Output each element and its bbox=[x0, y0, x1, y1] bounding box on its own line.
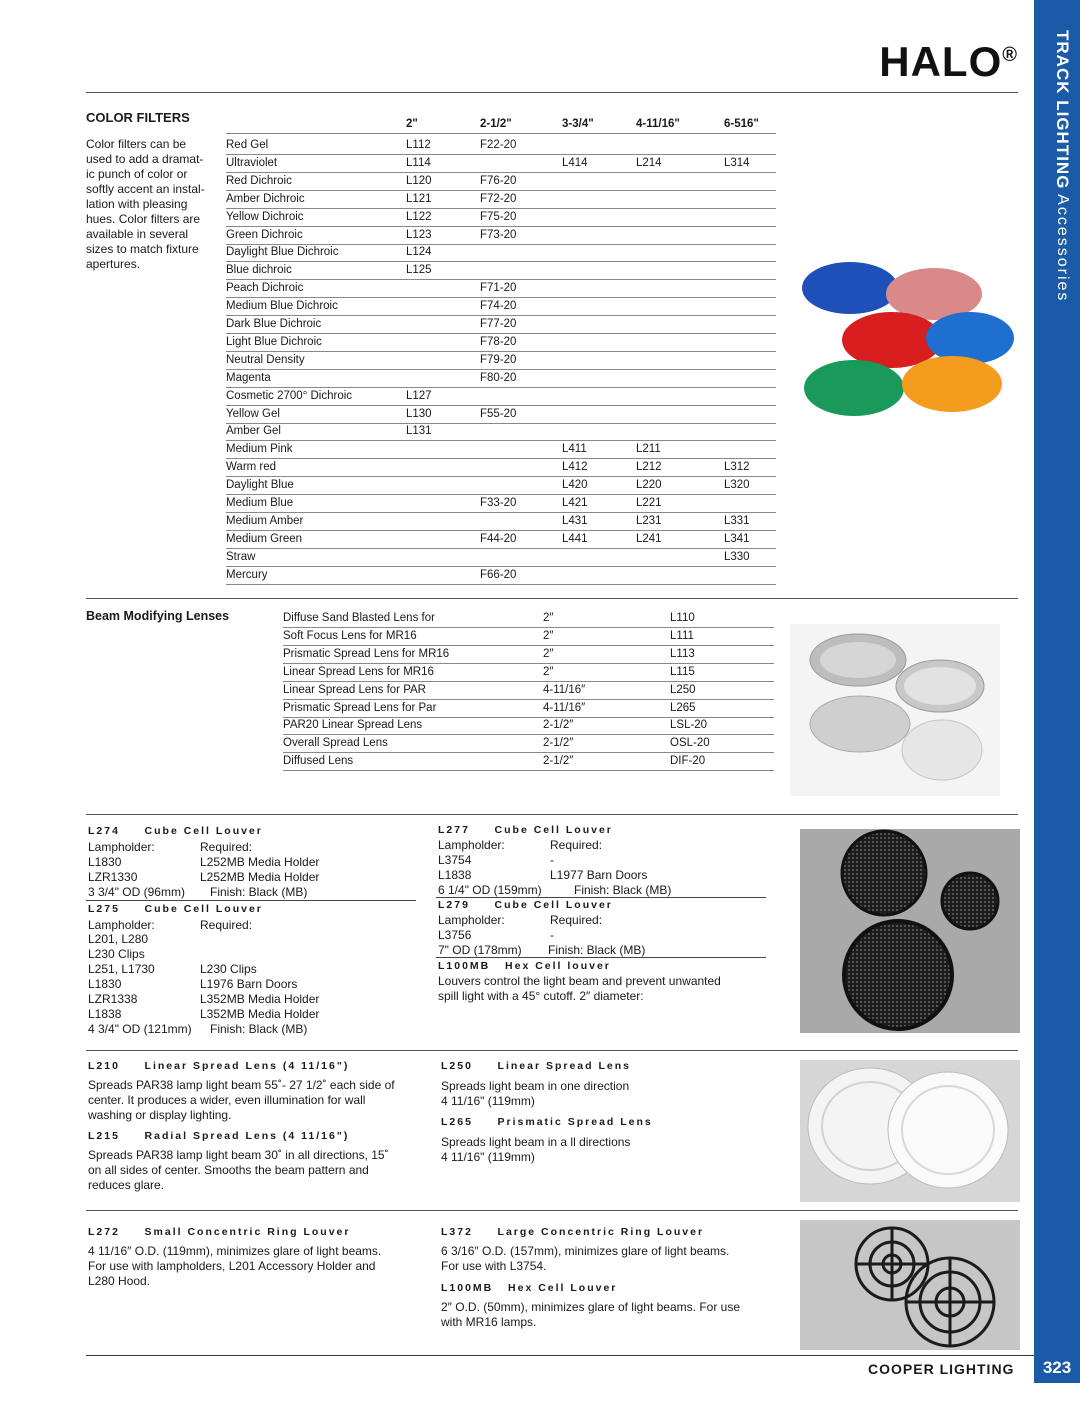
filter-name: Ultraviolet bbox=[226, 156, 278, 169]
swatch-green bbox=[804, 360, 904, 416]
description-line: ic punch of color or bbox=[86, 167, 188, 181]
l279-required-label: Required: bbox=[550, 913, 603, 927]
filter-code: F76-20 bbox=[480, 174, 517, 187]
table-row bbox=[226, 190, 776, 209]
lens-name: Prismatic Spread Lens for MR16 bbox=[283, 647, 450, 660]
l272-heading: L272 Small Concentric Ring Louver bbox=[88, 1226, 351, 1238]
table-row bbox=[226, 297, 776, 316]
header-rule bbox=[86, 92, 1018, 93]
l215-text-1: Spreads PAR38 lamp light beam 30˚ in all directions, 15˚ bbox=[88, 1148, 389, 1162]
description-line: available in several bbox=[86, 227, 189, 241]
l100mb-ring-text-2: with MR16 lamps. bbox=[441, 1315, 537, 1329]
lens-size: 2″ bbox=[543, 629, 554, 642]
brand-logo bbox=[879, 38, 1018, 86]
filter-name: Neutral Density bbox=[226, 353, 305, 366]
table-row bbox=[226, 566, 776, 585]
l372-text-2: For use with L3754. bbox=[441, 1259, 547, 1273]
required-value: L352MB Media Holder bbox=[200, 1007, 320, 1021]
filter-name: Medium Blue bbox=[226, 497, 294, 509]
l250-text-1: Spreads light beam in one direction bbox=[441, 1079, 630, 1093]
table-header-row bbox=[226, 115, 776, 134]
filter-code: L314 bbox=[724, 156, 750, 169]
l210-heading: L210 Linear Spread Lens (4 11/16") bbox=[88, 1060, 350, 1072]
table-row bbox=[226, 387, 776, 406]
l274-od: 3 3/4" OD (96mm) bbox=[88, 885, 185, 899]
filter-code: L231 bbox=[636, 514, 662, 527]
filter-name: Amber Gel bbox=[226, 425, 281, 438]
lampholder-value: L3756 bbox=[438, 928, 472, 942]
table-row bbox=[226, 261, 776, 280]
l210-text-1: Spreads PAR38 lamp light beam 55˚- 27 1/2˚ each side of bbox=[88, 1078, 395, 1092]
filter-code: F80-20 bbox=[480, 371, 517, 384]
filter-code: L120 bbox=[406, 174, 432, 187]
l272-text-3: L280 Hood. bbox=[88, 1274, 151, 1288]
filter-code: L341 bbox=[724, 532, 750, 545]
required-value: L252MB Media Holder bbox=[200, 870, 320, 884]
description-line: softly accent an instal- bbox=[86, 182, 205, 196]
filter-code: F75-20 bbox=[480, 210, 517, 223]
filter-code: F77-20 bbox=[480, 318, 517, 330]
swatch-blue bbox=[802, 262, 898, 314]
brand-name: HALO bbox=[879, 38, 1003, 85]
required-value: - bbox=[550, 928, 554, 942]
lens-code: L113 bbox=[670, 647, 695, 660]
column-header: 4-11/16" bbox=[636, 118, 680, 130]
l275-required-label: Required: bbox=[200, 918, 253, 932]
filter-code: L414 bbox=[562, 156, 588, 169]
l277-required-label: Required: bbox=[550, 838, 603, 852]
table-row bbox=[226, 172, 776, 191]
filter-code: L411 bbox=[562, 443, 587, 456]
filter-name: Cosmetic 2700° Dichroic bbox=[226, 389, 353, 402]
l215-text-3: reduces glare. bbox=[88, 1178, 165, 1192]
l100mb-text-2: spill light with a 45° cutoff. 2″ diameter: bbox=[438, 989, 644, 1003]
lenses-photo bbox=[790, 624, 1000, 796]
lampholder-value: L3754 bbox=[438, 853, 472, 867]
filter-code: L421 bbox=[562, 497, 588, 509]
required-value: L252MB Media Holder bbox=[200, 855, 320, 869]
lens-row bbox=[283, 681, 774, 700]
l372-heading: L372 Large Concentric Ring Louver bbox=[441, 1226, 705, 1238]
table-row bbox=[226, 333, 776, 352]
l275-od: 4 3/4" OD (121mm) bbox=[88, 1022, 192, 1036]
filter-code: L312 bbox=[724, 461, 750, 474]
table-row bbox=[226, 422, 776, 441]
lens-code: L265 bbox=[670, 701, 696, 714]
lens-code: DIF-20 bbox=[670, 755, 706, 768]
l372-text-1: 6 3/16″ O.D. (157mm), minimizes glare of light beams. bbox=[441, 1244, 730, 1258]
lens-name: Overall Spread Lens bbox=[283, 737, 388, 750]
table-row bbox=[226, 226, 776, 245]
filter-code: L420 bbox=[562, 479, 588, 492]
lens-row bbox=[283, 716, 774, 735]
filter-code: F22-20 bbox=[480, 139, 517, 151]
filter-name: Medium Blue Dichroic bbox=[226, 300, 338, 313]
lens-row bbox=[283, 627, 774, 646]
filter-code: F73-20 bbox=[480, 228, 517, 241]
swatch-amber bbox=[902, 356, 1002, 412]
filter-code: L441 bbox=[562, 532, 588, 545]
l277-finish: Finish: Black (MB) bbox=[574, 883, 672, 897]
filter-code: L125 bbox=[406, 264, 432, 277]
footer-rule bbox=[86, 1355, 1034, 1356]
filter-name: Mercury bbox=[226, 568, 268, 581]
lens-size: 2″ bbox=[543, 665, 554, 678]
lens-size: 4-11/16″ bbox=[543, 683, 586, 696]
section-rule-3 bbox=[86, 1050, 1018, 1051]
required-value: L230 Clips bbox=[200, 962, 257, 976]
lampholder-value: L251, L1730 bbox=[88, 962, 155, 976]
l265-heading: L265 Prismatic Spread Lens bbox=[441, 1116, 653, 1128]
spread-lenses-photo bbox=[800, 1060, 1020, 1202]
filter-code: L123 bbox=[406, 228, 432, 241]
l100mb-heading: L100MB Hex Cell louver bbox=[438, 960, 611, 972]
l250-heading: L250 Linear Spread Lens bbox=[441, 1060, 631, 1072]
lens-row bbox=[283, 663, 774, 682]
filter-code: F79-20 bbox=[480, 353, 517, 366]
description-line: lation with pleasing bbox=[86, 197, 188, 211]
table-row bbox=[226, 512, 776, 531]
l279-finish: Finish: Black (MB) bbox=[548, 943, 646, 957]
filter-code: F44-20 bbox=[480, 532, 517, 545]
beam-lenses-heading: Beam Modifying Lenses bbox=[86, 609, 230, 623]
l275-heading: L275 Cube Cell Louver bbox=[88, 903, 263, 915]
lens-code: L111 bbox=[670, 629, 694, 642]
table-row bbox=[226, 494, 776, 513]
l275-lampholder-label: Lampholder: bbox=[88, 918, 155, 932]
description-line: Color filters can be bbox=[86, 137, 187, 151]
lens-size: 2-1/2″ bbox=[543, 737, 574, 750]
column-header: 2" bbox=[406, 118, 418, 130]
lens-row bbox=[283, 734, 774, 753]
filter-code: L220 bbox=[636, 479, 662, 492]
lens-code: L250 bbox=[670, 683, 696, 696]
l100mb-ring-text-1: 2″ O.D. (50mm), minimizes glare of light beams. For use bbox=[441, 1300, 741, 1314]
section-rule-4 bbox=[86, 1210, 1018, 1211]
l274-lampholder-label: Lampholder: bbox=[88, 840, 155, 854]
color-filter-swatches bbox=[792, 258, 1024, 458]
filter-code: L114 bbox=[406, 156, 431, 169]
table-row bbox=[226, 154, 776, 173]
l274-finish: Finish: Black (MB) bbox=[210, 885, 308, 899]
l274-heading: L274 Cube Cell Louver bbox=[88, 825, 263, 837]
table-row bbox=[226, 476, 776, 495]
column-header: 2-1/2" bbox=[480, 118, 512, 130]
table-row bbox=[226, 208, 776, 227]
required-value: L1977 Barn Doors bbox=[550, 868, 648, 882]
l277-rule bbox=[436, 897, 766, 898]
filter-code: L124 bbox=[406, 246, 432, 259]
filter-code: L112 bbox=[406, 139, 431, 151]
ring-louvers-photo bbox=[800, 1220, 1020, 1350]
lens-size: 2-1/2″ bbox=[543, 719, 574, 732]
filter-code: F74-20 bbox=[480, 300, 517, 313]
l272-text-2: For use with lampholders, L201 Accessory Holder and bbox=[88, 1259, 376, 1273]
filter-code: L330 bbox=[724, 550, 750, 563]
filter-code: L131 bbox=[406, 425, 432, 438]
lampholder-value: L1830 bbox=[88, 855, 122, 869]
sidebar-title bbox=[1052, 30, 1072, 302]
l272-text-1: 4 11/16″ O.D. (119mm), minimizes glare of light beams. bbox=[88, 1244, 382, 1258]
filter-code: L331 bbox=[724, 514, 750, 527]
section-rule-2 bbox=[86, 814, 1018, 815]
filter-name: Daylight Blue Dichroic bbox=[226, 246, 339, 259]
lens-name: Prismatic Spread Lens for Par bbox=[283, 701, 437, 714]
filter-code: F66-20 bbox=[480, 568, 517, 581]
filter-code: L320 bbox=[724, 479, 750, 492]
filter-code: L121 bbox=[406, 192, 432, 205]
l265-text-2: 4 11/16" (119mm) bbox=[441, 1150, 535, 1164]
filter-name: Dark Blue Dichroic bbox=[226, 318, 322, 330]
filter-name: Amber Dichroic bbox=[226, 192, 305, 205]
filter-code: L211 bbox=[636, 443, 661, 456]
section-rule-1 bbox=[86, 598, 1018, 599]
required-value: L1976 Barn Doors bbox=[200, 977, 298, 991]
description-line: used to add a dramat- bbox=[86, 152, 204, 166]
lampholder-value: L1838 bbox=[88, 1007, 122, 1021]
swatch-light-blue bbox=[926, 312, 1014, 364]
l277-lampholder-label: Lampholder: bbox=[438, 838, 505, 852]
filter-name: Peach Dichroic bbox=[226, 282, 304, 295]
filter-name: Medium Amber bbox=[226, 514, 304, 527]
lens-code: L110 bbox=[670, 612, 695, 624]
lampholder-value: LZR1330 bbox=[88, 870, 138, 884]
table-row bbox=[226, 458, 776, 477]
page-number: 323 bbox=[1034, 1353, 1080, 1383]
lens-code: OSL-20 bbox=[670, 737, 710, 750]
required-value: L352MB Media Holder bbox=[200, 992, 320, 1006]
filter-code: L130 bbox=[406, 407, 432, 420]
l100mb-text-1: Louvers control the light beam and prevent unwanted bbox=[438, 974, 721, 988]
filter-name: Warm red bbox=[226, 461, 277, 474]
lens-row bbox=[283, 645, 774, 664]
lens-size: 2″ bbox=[543, 612, 554, 624]
filter-name: Medium Pink bbox=[226, 443, 293, 456]
l215-heading: L215 Radial Spread Lens (4 11/16") bbox=[88, 1130, 350, 1142]
table-row bbox=[226, 369, 776, 388]
lens-name: Soft Focus Lens for MR16 bbox=[283, 629, 417, 642]
l274-rule bbox=[86, 900, 416, 901]
lampholder-value: L1830 bbox=[88, 977, 122, 991]
required-value: - bbox=[550, 853, 554, 867]
l277-od: 6 1/4" OD (159mm) bbox=[438, 883, 542, 897]
table-row bbox=[226, 136, 776, 155]
filter-code: F78-20 bbox=[480, 335, 517, 348]
color-filters-description bbox=[86, 137, 226, 272]
column-header: 3-3/4" bbox=[562, 118, 594, 130]
l279-rule bbox=[436, 957, 766, 958]
table-row bbox=[226, 405, 776, 424]
l250-text-2: 4 11/16" (119mm) bbox=[441, 1094, 535, 1108]
filter-code: L412 bbox=[562, 461, 588, 474]
filter-code: L241 bbox=[636, 532, 662, 545]
lens-name: Linear Spread Lens for PAR bbox=[283, 683, 426, 696]
filter-name: Blue dichroic bbox=[226, 264, 292, 277]
sidebar-subtitle: Accessories bbox=[1054, 194, 1071, 303]
lens-name: PAR20 Linear Spread Lens bbox=[283, 719, 423, 732]
description-line: apertures. bbox=[86, 257, 141, 271]
lens-code: LSL-20 bbox=[670, 719, 708, 732]
l279-od: 7" OD (178mm) bbox=[438, 943, 522, 957]
filter-name: Daylight Blue bbox=[226, 479, 294, 492]
lens-code: L115 bbox=[670, 665, 695, 678]
l279-heading: L279 Cube Cell Louver bbox=[438, 899, 613, 911]
filter-code: L214 bbox=[636, 156, 662, 169]
lens-size: 2-1/2″ bbox=[543, 755, 574, 768]
sidebar-heading: TRACK LIGHTING bbox=[1053, 30, 1072, 190]
l210-text-2: center. It produces a wider, even illumination for wall bbox=[88, 1093, 366, 1107]
lampholder-value: L230 Clips bbox=[88, 947, 145, 961]
filter-name: Magenta bbox=[226, 371, 271, 384]
l215-text-2: on all sides of center. Smooths the beam pattern and bbox=[88, 1163, 369, 1177]
l275-finish: Finish: Black (MB) bbox=[210, 1022, 308, 1036]
table-row bbox=[226, 530, 776, 549]
filter-name: Yellow Dichroic bbox=[226, 210, 304, 223]
filter-name: Light Blue Dichroic bbox=[226, 335, 322, 348]
l279-lampholder-label: Lampholder: bbox=[438, 913, 505, 927]
lampholder-value: L1838 bbox=[438, 868, 472, 882]
filter-name: Red Dichroic bbox=[226, 174, 292, 187]
filter-code: L431 bbox=[562, 514, 588, 527]
table-row bbox=[226, 351, 776, 370]
filter-code: L221 bbox=[636, 497, 662, 509]
filter-name: Red Gel bbox=[226, 139, 269, 151]
filter-name: Yellow Gel bbox=[226, 407, 280, 420]
lens-row bbox=[283, 699, 774, 718]
filter-name: Straw bbox=[226, 550, 256, 563]
filter-code: F55-20 bbox=[480, 407, 517, 420]
filter-code: L122 bbox=[406, 210, 432, 223]
table-row bbox=[226, 279, 776, 298]
brand-reg: ® bbox=[1002, 44, 1018, 66]
l277-heading: L277 Cube Cell Louver bbox=[438, 824, 613, 836]
l265-text-1: Spreads light beam in a ll directions bbox=[441, 1135, 631, 1149]
lens-name: Linear Spread Lens for MR16 bbox=[283, 665, 434, 678]
filter-code: L127 bbox=[406, 389, 432, 402]
lampholder-value: LZR1338 bbox=[88, 992, 138, 1006]
description-line: hues. Color filters are bbox=[86, 212, 201, 226]
lens-name: Diffuse Sand Blasted Lens for bbox=[283, 612, 435, 624]
table-row bbox=[226, 315, 776, 334]
lens-row bbox=[283, 609, 774, 628]
color-filters-heading: COLOR FILTERS bbox=[86, 110, 190, 125]
lens-size: 4-11/16″ bbox=[543, 701, 586, 714]
lens-row bbox=[283, 752, 774, 771]
lens-size: 2″ bbox=[543, 647, 554, 660]
table-row bbox=[226, 243, 776, 262]
louvers-photo bbox=[800, 829, 1020, 1033]
filter-code: L212 bbox=[636, 461, 662, 474]
l210-text-3: washing or display lighting. bbox=[88, 1108, 232, 1122]
filter-code: F33-20 bbox=[480, 497, 517, 509]
table-row bbox=[226, 548, 776, 567]
l100mb-ring-heading: L100MB Hex Cell Louver bbox=[441, 1282, 618, 1294]
table-row bbox=[226, 440, 776, 459]
lampholder-value: L201, L280 bbox=[88, 932, 149, 946]
description-line: sizes to match fixture bbox=[86, 242, 199, 256]
filter-name: Green Dichroic bbox=[226, 228, 303, 241]
filter-name: Medium Green bbox=[226, 532, 303, 545]
column-header: 6-516" bbox=[724, 118, 759, 130]
l274-required-label: Required: bbox=[200, 840, 253, 854]
filter-code: F72-20 bbox=[480, 192, 517, 205]
lens-name: Diffused Lens bbox=[283, 755, 354, 768]
filter-code: F71-20 bbox=[480, 282, 517, 295]
footer-company: COOPER LIGHTING bbox=[868, 1361, 1015, 1377]
